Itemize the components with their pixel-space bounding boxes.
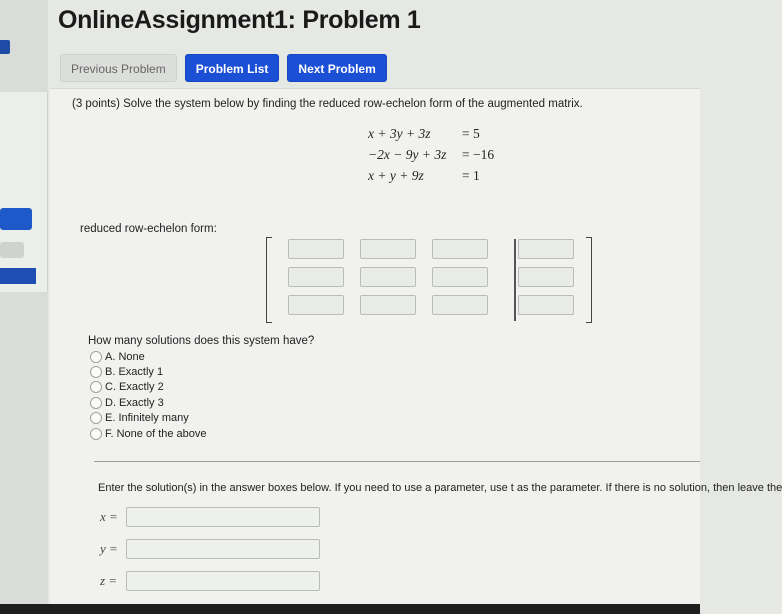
section-divider	[94, 461, 700, 462]
answer-row-z	[100, 571, 320, 591]
equation-row	[368, 165, 522, 186]
answer-row-y	[100, 539, 320, 559]
next-problem-button[interactable]: Next Problem	[287, 54, 386, 82]
matrix-cell-r3c2[interactable]	[360, 295, 416, 315]
option-label: E. Infinitely many	[105, 412, 189, 425]
matrix-cell-r2c1[interactable]	[288, 267, 344, 287]
answer-label: z =	[100, 573, 118, 588]
problem-nav	[60, 54, 387, 82]
option-exactly-1[interactable]	[90, 364, 207, 379]
matrix-cell-r2c2[interactable]	[360, 267, 416, 287]
matrix-cell-r2c4[interactable]	[518, 267, 574, 287]
equation-rhs: = 5	[462, 125, 480, 141]
matrix-cell-r1c4[interactable]	[518, 239, 574, 259]
matrix-cell-r2c3[interactable]	[432, 267, 488, 287]
equation-lhs: x + y + 9z	[368, 167, 424, 183]
equation-row	[368, 123, 522, 144]
answer-label: y =	[100, 541, 118, 556]
rref-label: reduced row-echelon form:	[80, 223, 217, 235]
radio-button[interactable]	[90, 428, 102, 440]
option-exactly-3[interactable]	[90, 395, 207, 410]
sidebar-item[interactable]	[0, 242, 24, 258]
augment-divider	[514, 239, 516, 321]
previous-problem-button[interactable]: Previous Problem	[60, 54, 177, 82]
equation-row	[368, 144, 522, 165]
radio-button[interactable]	[90, 412, 102, 424]
sidebar-marker	[0, 40, 10, 54]
option-label: B. Exactly 1	[105, 366, 164, 379]
sidebar-item-highlight[interactable]	[0, 268, 36, 284]
matrix-cell-r1c2[interactable]	[360, 239, 416, 259]
radio-button[interactable]	[90, 381, 102, 393]
option-label: C. Exactly 2	[105, 381, 164, 394]
sidebar-panel	[0, 92, 48, 292]
option-infinitely-many[interactable]	[90, 411, 207, 426]
answer-row-x	[100, 507, 320, 527]
solution-count-options	[90, 349, 207, 441]
option-exactly-2[interactable]	[90, 380, 207, 395]
matrix-cell-r3c1[interactable]	[288, 295, 344, 315]
answer-input-z[interactable]	[126, 571, 320, 591]
option-label: A. None	[105, 350, 145, 363]
radio-button[interactable]	[90, 366, 102, 378]
option-none[interactable]	[90, 349, 207, 364]
matrix-cell-r1c3[interactable]	[432, 239, 488, 259]
answer-instructions: Enter the solution(s) in the answer boxes below. If you need to use a parameter, use t as the parameter. If there is no solution, then leave the	[98, 482, 782, 494]
rref-matrix	[266, 237, 592, 323]
matrix-cell-r1c1[interactable]	[288, 239, 344, 259]
problem-prompt: (3 points) Solve the system below by finding the reduced row-echelon form of the augmented matrix.	[72, 98, 583, 110]
option-none-of-above[interactable]	[90, 426, 207, 441]
problem-list-button[interactable]: Problem List	[185, 54, 280, 82]
answer-input-y[interactable]	[126, 539, 320, 559]
matrix-cell-r3c4[interactable]	[518, 295, 574, 315]
matrix-cell-r3c3[interactable]	[432, 295, 488, 315]
equation-lhs: x + 3y + 3z	[368, 125, 431, 141]
page-title: OnlineAssignment1: Problem 1	[58, 6, 421, 34]
equation-rhs: = −16	[462, 146, 495, 162]
option-label: D. Exactly 3	[105, 396, 164, 409]
equation-rhs: = 1	[462, 167, 480, 183]
option-label: F. None of the above	[105, 427, 207, 440]
matrix-right-bracket	[586, 237, 592, 323]
radio-button[interactable]	[90, 397, 102, 409]
problem-panel	[50, 88, 782, 614]
equation-lhs: −2x − 9y + 3z	[368, 146, 447, 162]
answer-input-x[interactable]	[126, 507, 320, 527]
bottom-bezel	[0, 604, 700, 614]
matrix-left-bracket	[266, 237, 272, 323]
sidebar-item-active[interactable]	[0, 208, 32, 230]
answer-label: x =	[100, 509, 118, 524]
solution-count-question: How many solutions does this system have?	[88, 335, 315, 347]
equation-system	[368, 123, 522, 186]
radio-button[interactable]	[90, 351, 102, 363]
